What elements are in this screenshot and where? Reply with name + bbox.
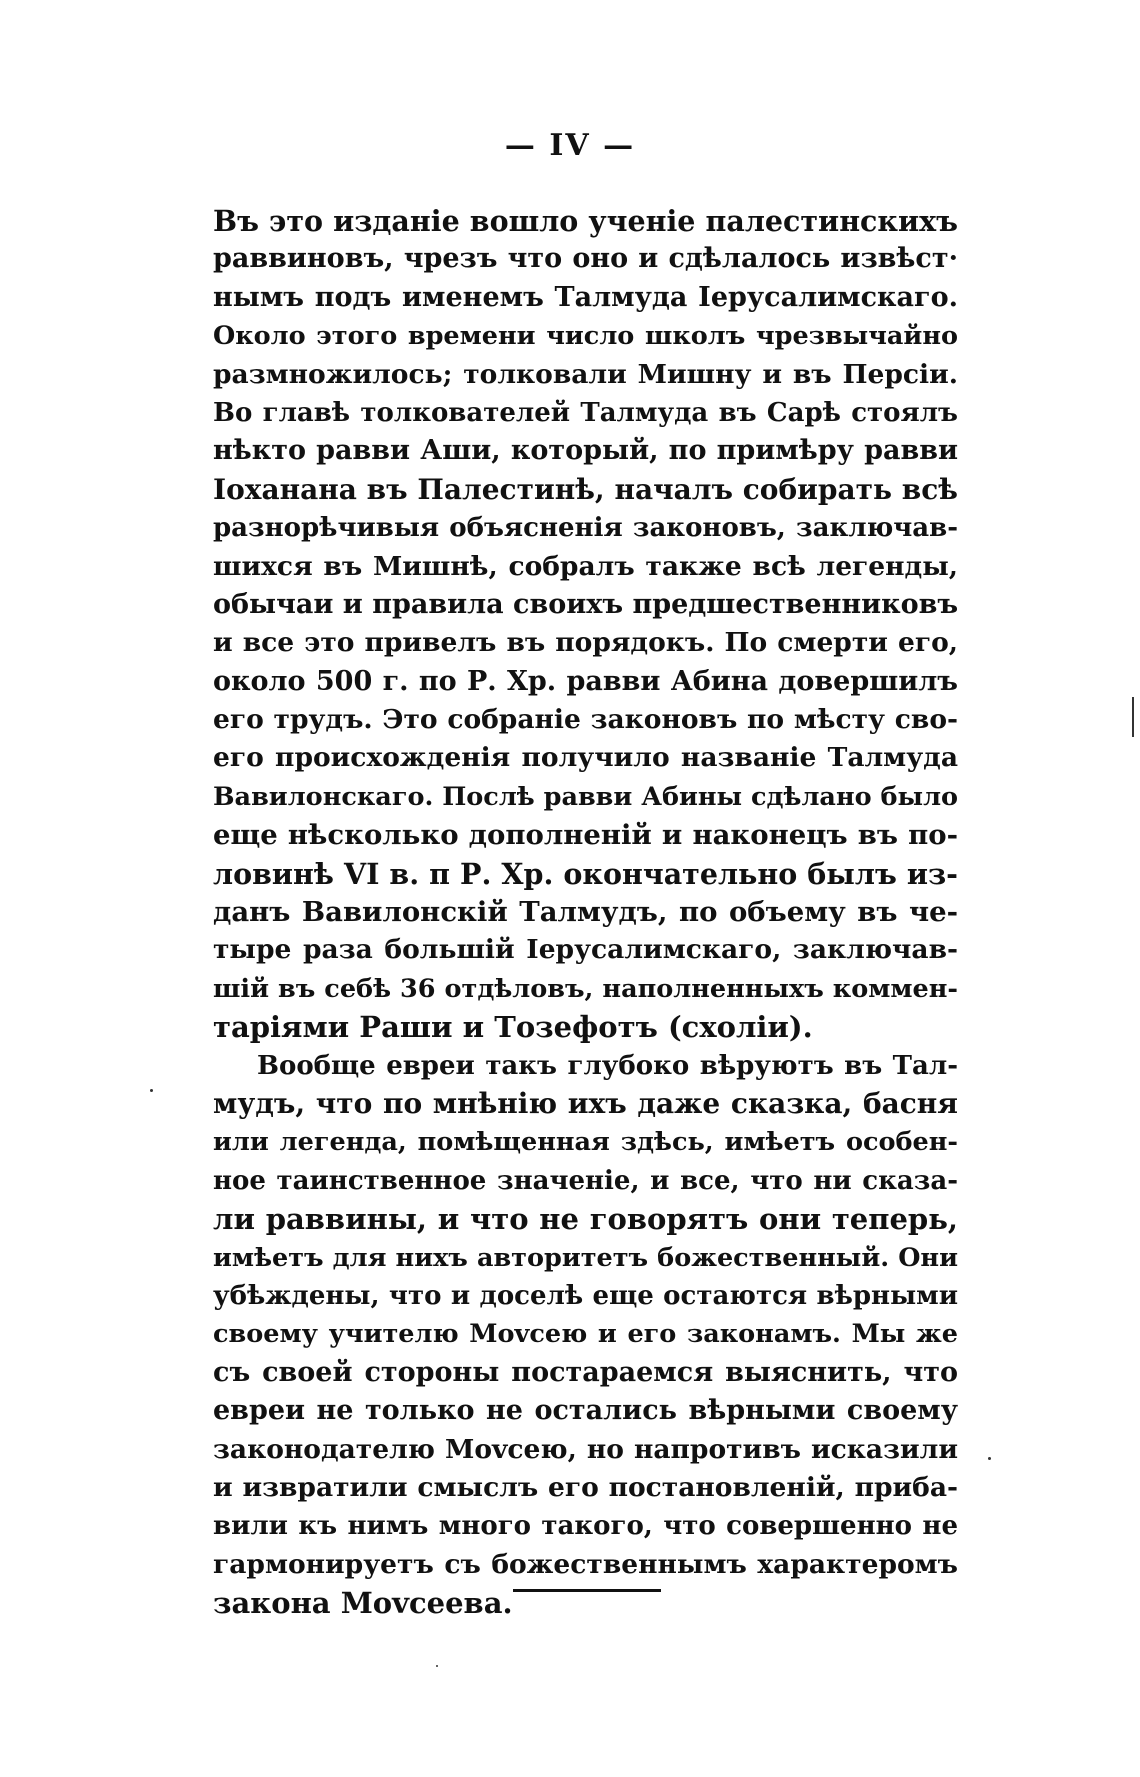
text-line: съ своей стороны постараемся выяснить, что [213, 1356, 958, 1388]
text-line: разнорѣчивыя объясненія законовъ, заключав- [213, 513, 958, 544]
text-line: законодателю Моvсею, но напротивъ исказили [213, 1433, 958, 1465]
body-text [213, 202, 958, 1622]
scan-margin-mark [1132, 697, 1134, 737]
text-line: имѣетъ для нихъ авторитетъ божественный. Они [213, 1242, 958, 1273]
text-line: и все это привелъ въ порядокъ. По смерти его, [213, 627, 958, 659]
text-line: размножилось; толковали Мишну и въ Персіи. [213, 358, 958, 390]
text-line: своему учителю Моvсею и его законамъ. Мы же [213, 1319, 958, 1350]
text-line: вили къ нимъ много такого, что совершенно не [213, 1511, 958, 1542]
scan-speck [150, 1089, 153, 1092]
text-line: Во главѣ толкователей Талмуда въ Сарѣ стоялъ [213, 397, 958, 428]
text-line: раввиновъ, чрезъ что оно и сдѣлалось извѣст· [213, 243, 958, 275]
text-line: Около этого времени число школъ чрезвычайно [213, 321, 958, 352]
paragraph-1 [213, 202, 958, 1047]
text-line: закона Моvсеева. [213, 1586, 513, 1621]
text-line: мудъ, что по мнѣнію ихъ даже сказка, басня [213, 1086, 958, 1120]
scan-speck [436, 1665, 438, 1667]
text-line: около 500 г. по Р. Хр. равви Абина довершилъ [213, 665, 958, 697]
text-line: ли раввины, и что не говорятъ они теперь, [213, 1202, 958, 1237]
paragraph-2 [213, 1047, 958, 1623]
text-line: тыре раза большій Іерусалимскаго, заключав- [213, 934, 958, 966]
text-line: ловинѣ VI в. п Р. Хр. окончательно былъ из- [213, 856, 958, 891]
text-line: шій въ себѣ 36 отдѣловъ, наполненныхъ коммен- [213, 973, 958, 1004]
page-number-header: — IV — [504, 128, 636, 163]
text-line: данъ Вавилонскій Талмудъ, по объему въ че- [213, 896, 958, 929]
text-line: Вообще евреи такъ глубоко вѣруютъ въ Тал- [257, 1050, 958, 1081]
text-line: таріями Раши и Тозефотъ (схоліи). [213, 1010, 813, 1045]
text-line: убѣждены, что и доселѣ еще остаются вѣрными [213, 1280, 958, 1311]
text-line: или легенда, помѣщенная здѣсь, имѣетъ особен- [213, 1127, 958, 1158]
text-line: обычаи и правила своихъ предшественниковъ [213, 588, 958, 620]
text-line: евреи не только не остались вѣрными своему [213, 1395, 958, 1427]
text-line: его трудъ. Это собраніе законовъ по мѣсту сво- [213, 704, 958, 736]
text-line: Вавилонскаго. Послѣ равви Абины сдѣлано было [213, 781, 958, 812]
text-line: нымъ подъ именемъ Талмуда Іерусалимскаго. [213, 281, 958, 313]
text-line: и извратили смыслъ его постановленій, приба- [213, 1471, 958, 1503]
text-line: шихся въ Мишнѣ, собралъ также всѣ легенды, [213, 550, 958, 582]
text-line: гармонируетъ съ божественнымъ характеромъ [213, 1548, 958, 1580]
text-line: Въ это изданіе вошло ученіе палестинскихъ [213, 204, 958, 238]
text-line: нѣкто равви Аши, который, по примѣру равви [213, 435, 958, 467]
end-of-section-rule [513, 1589, 661, 1592]
text-line: Іоханана въ Палестинѣ, началъ собирать всѣ [213, 472, 958, 506]
scan-speck [988, 1457, 991, 1460]
text-line: ное таинственное значеніе, и все, что ни сказа- [213, 1165, 958, 1196]
text-line: еще нѣсколько дополненій и наконецъ въ по- [213, 819, 958, 852]
text-line: его происхожденія получило названіе Талмуда [213, 742, 958, 774]
